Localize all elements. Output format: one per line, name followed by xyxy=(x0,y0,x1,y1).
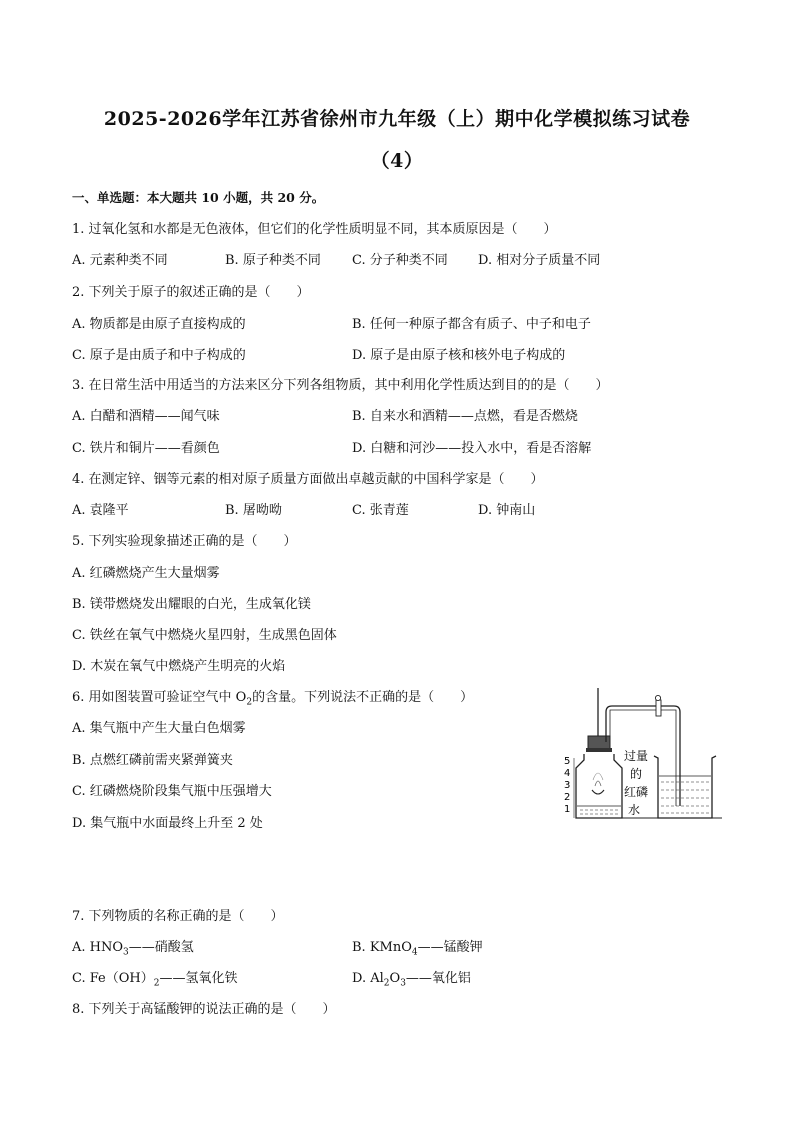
q3-option-d: D. 白糖和河沙——投入水中，看是否溶解 xyxy=(352,441,592,456)
q7-option-b: B. KMnO$_4$——锰酸钾 xyxy=(352,940,483,958)
section-heading: 一、单选题：本大题共 10 小题，共 20 分。 xyxy=(72,190,325,205)
label-excess: 过量 xyxy=(624,749,649,763)
apparatus-figure xyxy=(562,686,728,826)
q6-option-d: D. 集气瓶中水面最终上升至 2 处 xyxy=(72,816,263,831)
q6-option-b: B. 点燃红磷前需夹紧弹簧夹 xyxy=(72,753,233,768)
scale-mark-3: 3 xyxy=(564,780,571,791)
q6-option-a: A. 集气瓶中产生大量白色烟雾 xyxy=(72,721,246,736)
q7-option-d: D. $Al_2O_3——$氧化铝 xyxy=(352,971,471,989)
label-of: 的 xyxy=(630,767,643,781)
q4-option-b: B. 屠呦呦 xyxy=(225,503,282,518)
q2-option-c: C. 原子是由质子和中子构成的 xyxy=(72,348,246,363)
question-7-stem: 7. 下列物质的名称正确的是（ ） xyxy=(72,909,284,924)
q3-option-c: C. 铁片和铜片——看颜色 xyxy=(72,441,220,456)
q4-option-d: D. 钟南山 xyxy=(478,503,536,518)
title-line-1: 2025-2026学年江苏省徐州市九年级（上）期中化学模拟练习试卷 xyxy=(103,108,691,130)
title-line-2: （4） xyxy=(370,150,424,172)
q4-option-a: A. 袁隆平 xyxy=(72,503,129,518)
scale-mark-4: 4 xyxy=(564,768,571,779)
q1-option-a: A. 元素种类不同 xyxy=(72,253,168,268)
q1-option-d: D. 相对分子质量不同 xyxy=(478,253,601,268)
q1-option-c: C. 分子种类不同 xyxy=(352,253,448,268)
question-5-stem: 5. 下列实验现象描述正确的是（ ） xyxy=(72,534,297,549)
q7-option-c: C. $Fe(OH)_2——$氢氧化铁 xyxy=(72,971,238,989)
question-8-stem: 8. 下列关于高锰酸钾的说法正确的是（ ） xyxy=(72,1002,336,1017)
q2-option-a: A. 物质都是由原子直接构成的 xyxy=(72,317,246,332)
question-4-stem: 4. 在测定锌、铟等元素的相对原子质量方面做出卓越贡献的中国科学家是（ ） xyxy=(72,472,544,487)
q2-option-d: D. 原子是由原子核和核外电子构成的 xyxy=(352,348,566,363)
q3-option-a: A. 白醋和酒精——闻气味 xyxy=(72,409,220,424)
q7-option-a: A. $HNO_3——$硝酸氢 xyxy=(72,940,194,958)
question-6-stem: 6. 用如图装置可验证空气中 $O_2$的含量。下列说法不正确的是（ ） xyxy=(72,690,474,708)
q4-option-c: C. 张青莲 xyxy=(352,503,409,518)
q1-option-b: B. 原子种类不同 xyxy=(225,253,321,268)
q5-option-c: C. 铁丝在氧气中燃烧火星四射，生成黑色固体 xyxy=(72,628,337,643)
question-2-stem: 2. 下列关于原子的叙述正确的是（ ） xyxy=(72,285,310,300)
q2-option-b: B. 任何一种原子都含有质子、中子和电子 xyxy=(352,317,591,332)
label-red-phosphorus: 红磷 xyxy=(624,785,649,799)
q3-option-b: B. 自来水和酒精——点燃，看是否燃烧 xyxy=(352,409,578,424)
q5-option-d: D. 木炭在氧气中燃烧产生明亮的火焰 xyxy=(72,659,286,674)
question-1-stem: 1. 过氧化氢和水都是无色液体，但它们的化学性质明显不同，其本质原因是（ ） xyxy=(72,222,557,237)
q5-option-b: B. 镁带燃烧发出耀眼的白光，生成氧化镁 xyxy=(72,597,311,612)
scale-mark-1: 1 xyxy=(564,804,571,815)
scale-mark-5: 5 xyxy=(564,756,571,767)
question-3-stem: 3. 在日常生活中用适当的方法来区分下列各组物质，其中利用化学性质达到目的的是（ ） xyxy=(72,378,609,393)
label-water: 水 xyxy=(628,803,641,817)
q5-option-a: A. 红磷燃烧产生大量烟雾 xyxy=(72,566,220,581)
scale-mark-2: 2 xyxy=(564,792,571,803)
q6-option-c: C. 红磷燃烧阶段集气瓶中压强增大 xyxy=(72,784,272,799)
